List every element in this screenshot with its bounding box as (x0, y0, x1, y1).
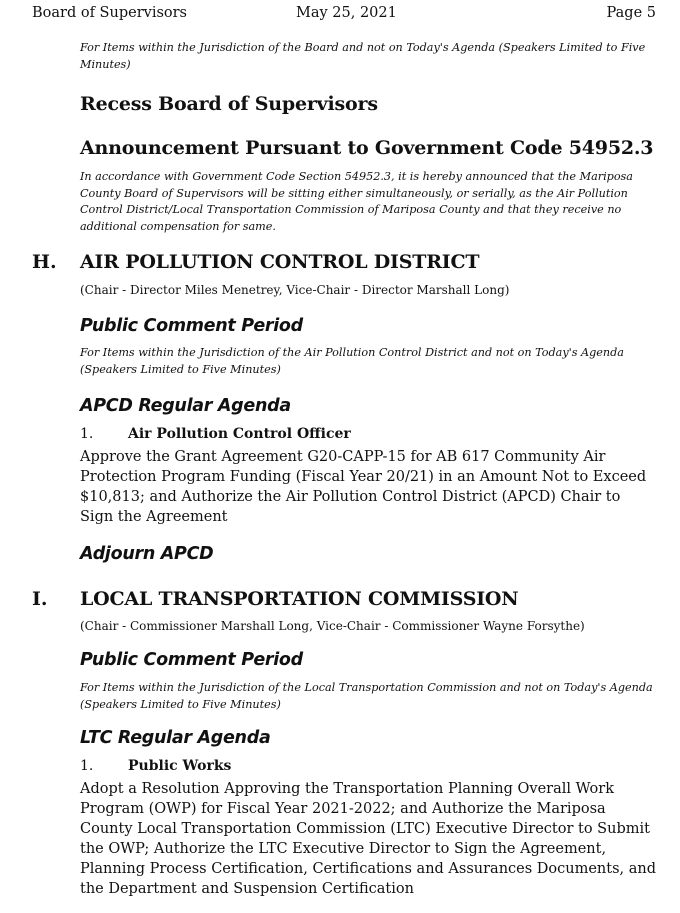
section-h-letter: H. (32, 251, 57, 273)
section-i-letter: I. (32, 588, 48, 610)
section-i-item-number: 1. (80, 758, 94, 774)
section-i-public-comment-heading: Public Comment Period (80, 650, 303, 670)
section-h-item-title: Air Pollution Control Officer (128, 426, 351, 442)
section-i-public-comment-note: For Items within the Jurisdiction of the Local Transportation Commission and not on Today's Agenda (Speakers Limited to Five Minutes) (80, 681, 653, 711)
section-h-title: AIR POLLUTION CONTROL DISTRICT (80, 251, 480, 273)
header-organization: Board of Supervisors (32, 5, 187, 21)
header-page-number: Page 5 (606, 5, 656, 21)
section-h-item-text: Approve the Grant Agreement G20-CAPP-15 for AB 617 Community Air Protection Program Funding (Fiscal Year 20/21) in an Amount Not to Exceed $10,813; and Authorize the Air Pollution Control District (APCD) Chair to Sign the Agreement (80, 449, 647, 525)
section-i-item-text: Adopt a Resolution Approving the Transportation Planning Overall Work Program (OWP) for Fiscal Year 2021-2022; and Authorize the Mariposa County Local Transportation Commission (LTC) Executive Director to Submit the OWP; Authorize the LTC Executive Director to Sign the Agreement, Planning Process Certification, Certifications and Assurances Documents, and the Department and Suspension Certification (80, 781, 657, 897)
section-i-chair: (Chair - Commissioner Marshall Long, Vice-Chair - Commissioner Wayne Forsythe) (80, 619, 585, 633)
section-i-title: LOCAL TRANSPORTATION COMMISSION (80, 588, 519, 610)
recess-heading: Recess Board of Supervisors (80, 93, 378, 115)
section-i-item-title: Public Works (128, 758, 232, 774)
section-h-adjourn: Adjourn APCD (80, 544, 214, 564)
section-i-regular-agenda-heading: LTC Regular Agenda (80, 728, 271, 748)
section-h-public-comment-heading: Public Comment Period (80, 316, 303, 336)
page-header (32, 5, 656, 25)
section-h-regular-agenda-heading: APCD Regular Agenda (80, 396, 291, 416)
section-h-public-comment-note: For Items within the Jurisdiction of the Air Pollution Control District and not on Today's Agenda (Speakers Limited to Five Minutes) (80, 346, 624, 376)
header-date: May 25, 2021 (296, 5, 397, 21)
intro-note: For Items within the Jurisdiction of the Board and not on Today's Agenda (Speakers Limited to Five Minutes) (80, 41, 646, 71)
section-h-item-number: 1. (80, 426, 94, 442)
announcement-heading: Announcement Pursuant to Government Code 54952.3 (80, 137, 654, 159)
announcement-text: In accordance with Government Code Section 54952.3, it is hereby announced that the Mariposa County Board of Supervisors will be sitting either simultaneously, or serially, as the Air Pollution Control District/Local Transportation Commission of Mariposa County and that they receive no additional compensation for same. (80, 170, 633, 233)
section-h-chair: (Chair - Director Miles Menetrey, Vice-Chair - Director Marshall Long) (80, 283, 510, 297)
